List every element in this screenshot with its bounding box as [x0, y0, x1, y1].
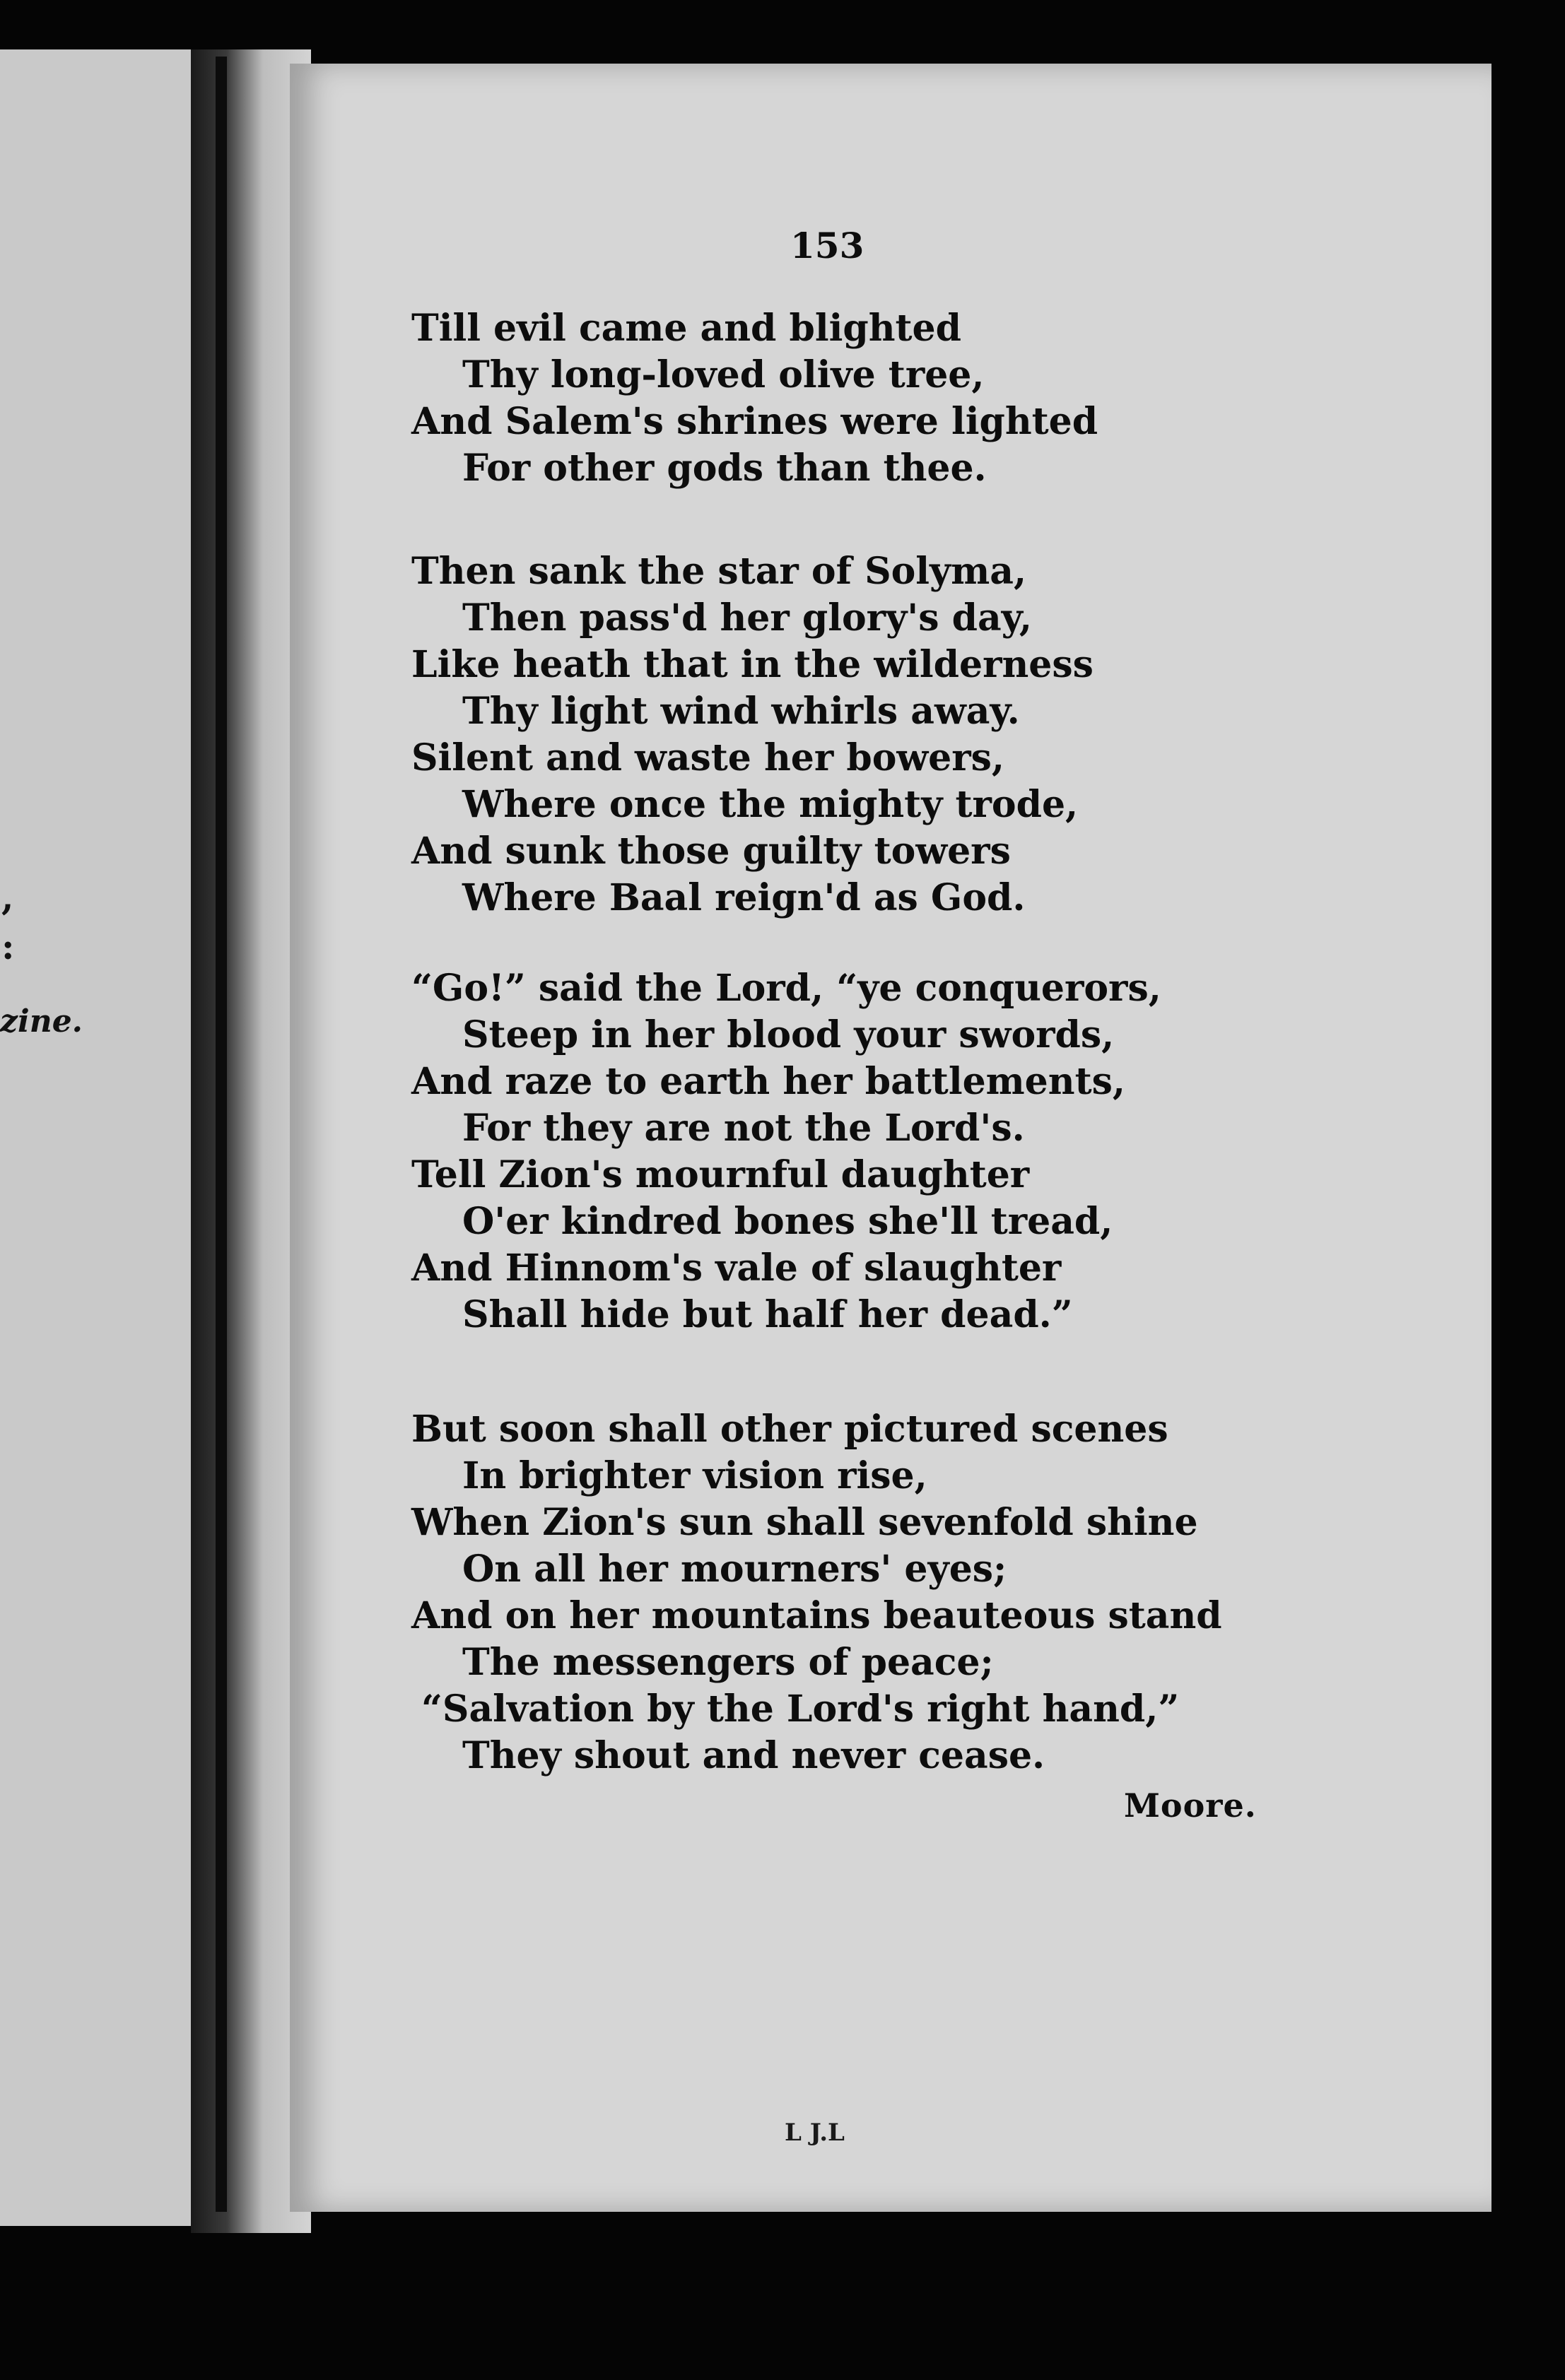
stanza-2	[411, 548, 1094, 921]
poem-line: They shout and never cease.	[462, 1734, 1045, 1777]
left-page-fragment: zine.	[0, 1003, 83, 1039]
poem-line: “Salvation by the Lord's right hand,”	[421, 1687, 1180, 1731]
poem-line: Then pass'd her glory's day,	[462, 596, 1032, 640]
poem-line: Where once the mighty trode,	[462, 783, 1079, 826]
poem-line: Where Baal reign'd as God.	[462, 876, 1026, 919]
poem-line: Silent and waste her bowers,	[411, 736, 1005, 779]
poem-line: And Hinnom's vale of slaughter	[411, 1247, 1062, 1290]
poem-line: For other gods than thee.	[462, 447, 987, 490]
signature-mark: L J.L	[785, 2119, 845, 2147]
poem-line: Tell Zion's mournful daughter	[411, 1153, 1030, 1196]
poem-line: And Salem's shrines were lighted	[411, 400, 1098, 443]
poem-line: And sunk those guilty towers	[411, 830, 1011, 873]
poem-line: And on her mountains beauteous stand	[411, 1594, 1222, 1637]
poem-line: When Zion's sun shall sevenfold shine	[411, 1501, 1198, 1544]
author-attribution: Moore.	[1124, 1786, 1257, 1825]
poem-line: Thy light wind whirls away.	[462, 690, 1020, 733]
poem-line: Till evil came and blighted	[411, 307, 961, 350]
poem-line: Steep in her blood your swords,	[462, 1013, 1115, 1056]
poem-line: Then sank the star of Solyma,	[411, 550, 1027, 593]
poem-line: For they are not the Lord's.	[462, 1107, 1025, 1150]
left-page-fragment: ,	[1, 876, 14, 918]
poem-line: In brighter vision rise,	[462, 1454, 927, 1497]
poem-line: But soon shall other pictured scenes	[411, 1408, 1168, 1451]
stanza-1	[411, 305, 1098, 492]
gutter-shadow	[216, 57, 227, 2212]
poem-line: And raze to earth her battlements,	[411, 1060, 1125, 1103]
poem-line: The messengers of peace;	[462, 1641, 994, 1684]
poem-line: O'er kindred bones she'll tread,	[462, 1200, 1113, 1243]
stanza-4	[411, 1406, 1222, 1779]
poem-line: Shall hide but half her dead.”	[462, 1293, 1073, 1336]
left-page-fragment: :	[1, 926, 15, 967]
poem-line: “Go!” said the Lord, “ye conquerors,	[411, 967, 1161, 1010]
poem-line: Like heath that in the wilderness	[411, 643, 1094, 686]
poem-line: Thy long-loved olive tree,	[462, 353, 985, 396]
poem-line: On all her mourners' eyes;	[462, 1548, 1007, 1591]
page-number: 153	[790, 225, 864, 266]
stanza-3	[411, 965, 1161, 1338]
